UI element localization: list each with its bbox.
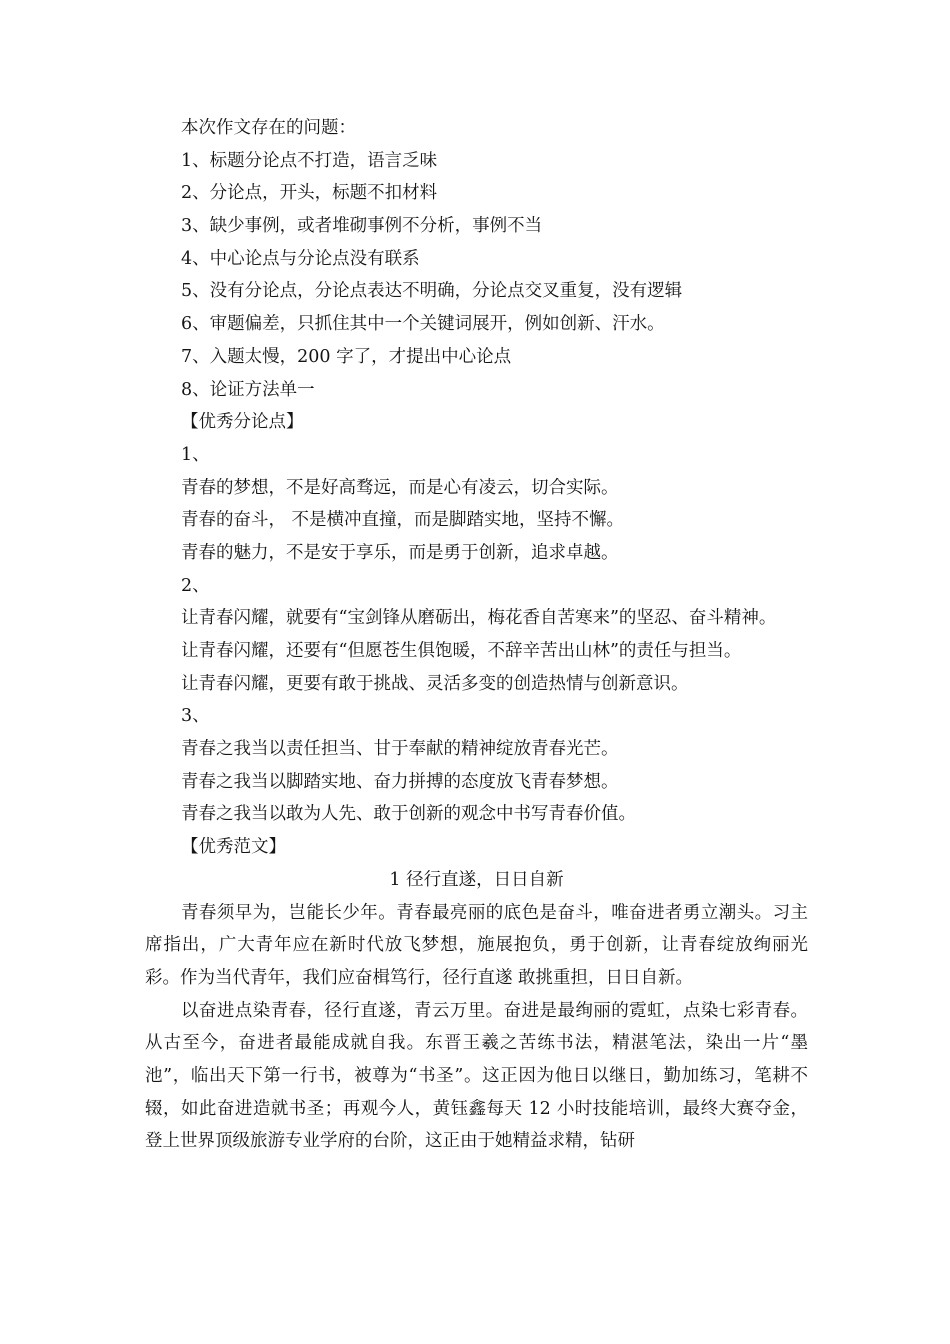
point-group-number: 2、 [181,575,210,596]
problem-item: 6、审题偏差，只抓住其中一个关键词展开，例如创新、汗水。 [181,314,665,335]
problem-item: 4、中心论点与分论点没有联系 [181,248,420,269]
point-line: 让青春闪耀，还要有“但愿苍生俱饱暖，不辞辛苦出山林”的责任与担当。 [181,641,742,662]
point-group-number: 3、 [181,706,210,727]
essay-paragraph: 以奋进点染青春，径行直遂，青云万里。奋进是最绚丽的霓虹，点染七彩青春。从古至今，奋进者最能成就自我。东晋王羲之苦练书法，精湛笔法，染出一片“墨池”，临出天下第一行书，被尊为“书圣”。这正因为他日以继日，勤加练习，笔耕不辍，如此奋进造就书圣；再观今人，黄钰鑫每天 12 小时技能培训，最终大赛夺金，登上世界顶级旅游专业学府的台阶，这正由于她精益求精，钻研 [145,1000,808,1152]
point-group-number: 1、 [181,444,210,465]
point-line: 青春的奋斗， 不是横冲直撞，而是脚踏实地，坚持不懈。 [181,510,625,531]
problem-item: 1、标题分论点不打造，语言乏味 [181,150,438,171]
problem-item: 5、没有分论点，分论点表达不明确，分论点交叉重复，没有逻辑 [181,281,683,302]
point-line: 青春的魅力，不是安于享乐，而是勇于创新，追求卓越。 [181,542,619,563]
point-line: 青春之我当以敢为人先、敢于创新的观念中书写青春价值。 [181,804,636,825]
point-line: 青春之我当以脚踏实地、奋力拼搏的态度放飞青春梦想。 [181,771,619,792]
problem-item: 2、分论点，开头，标题不扣材料 [181,183,438,204]
point-line: 让青春闪耀，就要有“宝剑锋从磨砺出，梅花香自苦寒来”的坚忍、奋斗精神。 [181,608,777,629]
essay-paragraph: 青春须早为，岂能长少年。青春最亮丽的底色是奋斗，唯奋进者勇立潮头。习主席指出，广大青年应在新时代放飞梦想，施展抱负，勇于创新，让青春绽放绚丽光彩。作为当代青年，我们应奋楫笃行，径行直遂 敢挑重担，日日自新。 [145,902,808,988]
essay-title: 1 径行直遂，日日自新 [389,869,564,890]
problem-item: 3、缺少事例，或者堆砌事例不分析，事例不当 [181,216,543,237]
point-line: 青春的梦想，不是好高骛远，而是心有凌云，切合实际。 [181,477,619,498]
problems-heading: 本次作文存在的问题： [181,118,356,138]
point-line: 青春之我当以责任担当、甘于奉献的精神绽放青春光芒。 [181,739,619,760]
problem-item: 8、论证方法单一 [181,379,315,400]
point-line: 让青春闪耀，更要有敢于挑战、灵活多变的创造热情与创新意识。 [181,673,689,694]
problem-item: 7、入题太慢，200 字了，才提出中心论点 [181,346,512,367]
excellent-essay-heading: 【优秀范文】 [181,837,286,858]
excellent-points-heading: 【优秀分论点】 [181,412,304,433]
document-page [145,112,808,1158]
